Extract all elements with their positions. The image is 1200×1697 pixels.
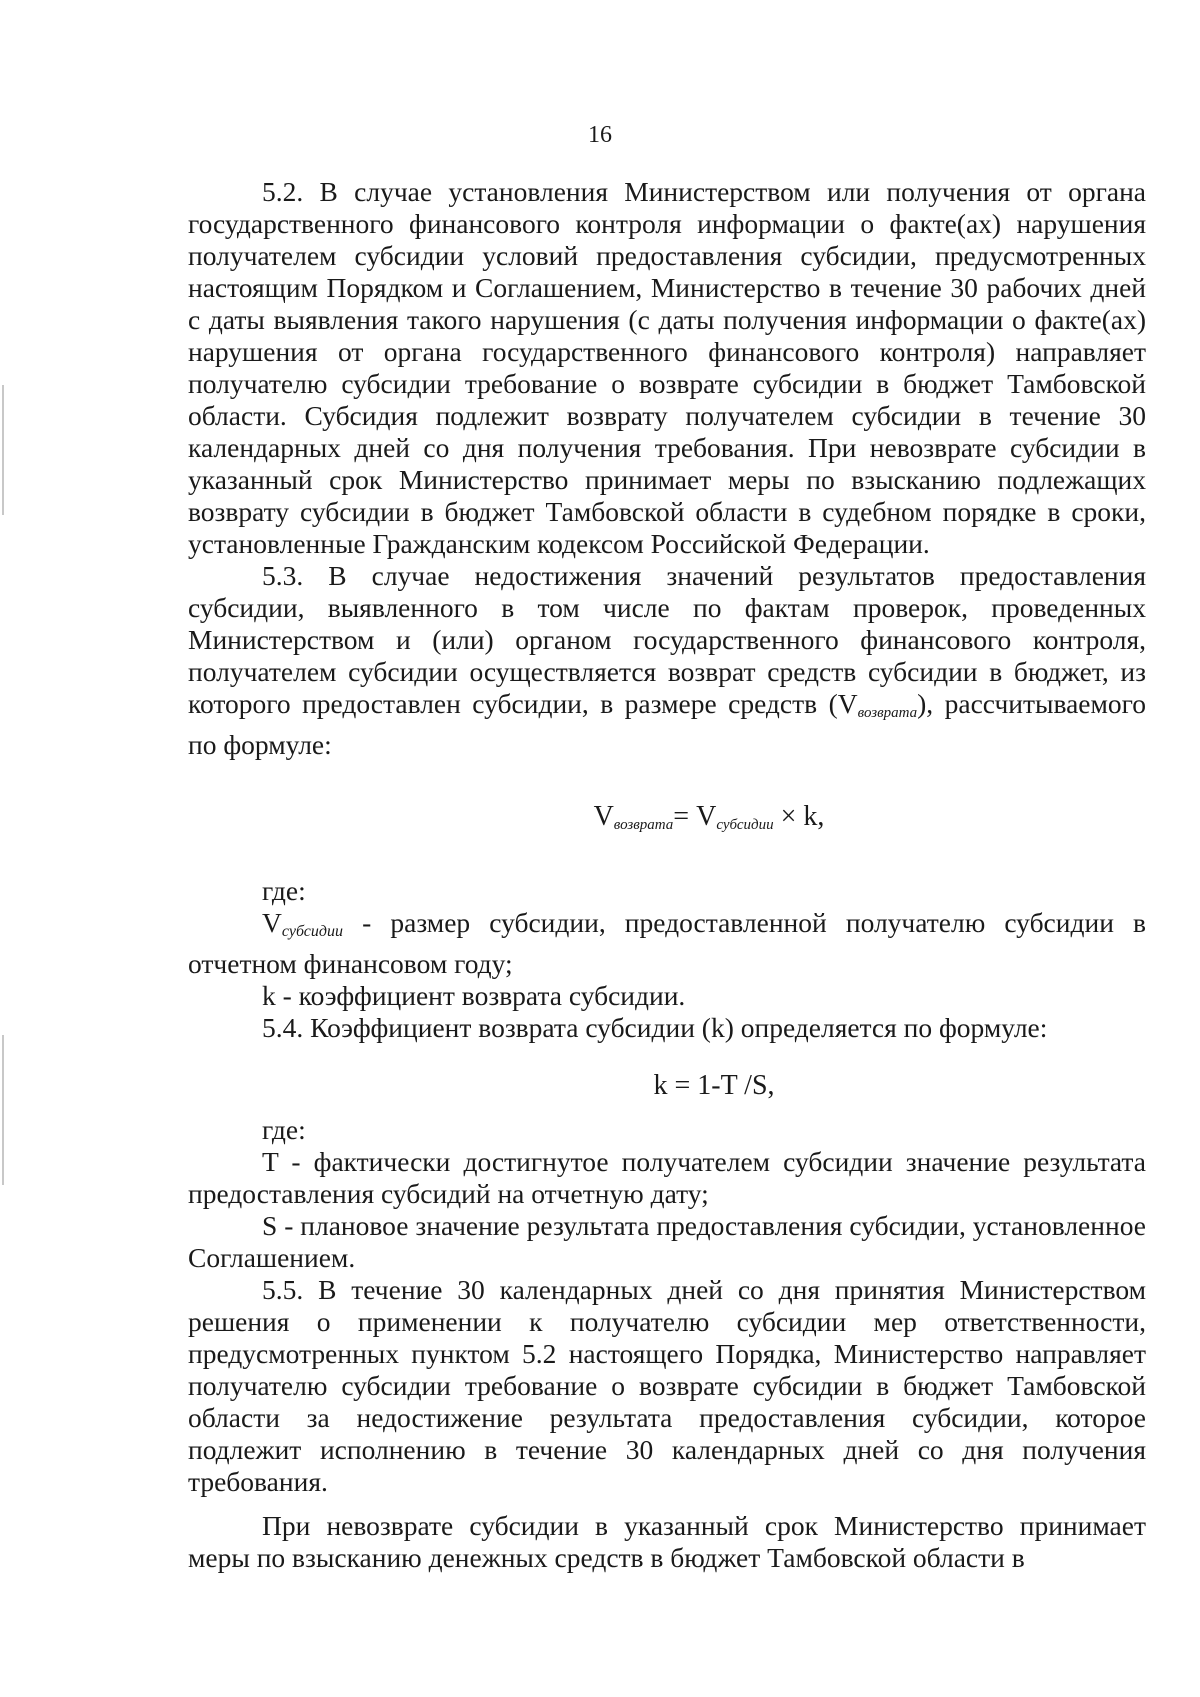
definition-v-subsidy [188, 907, 1146, 980]
definition-k: k - коэффициент возврата субсидии. [262, 980, 686, 1011]
definition-v-subsidy-text: - размер субсидии, предоставленной получателю субсидии в отчетном финансовом году; [188, 907, 1146, 979]
document-body [188, 176, 1146, 1574]
v-subsidy-subscript: субсидии [281, 923, 343, 940]
formula-equals: = V [673, 801, 717, 832]
definition-t: T - фактически достигнутое получателем субсидии значение результата предоставления субсидий на отчетную дату; [188, 1146, 1146, 1209]
formula-coefficient: k = 1-T /S, [653, 1070, 775, 1101]
formula-return-amount [188, 801, 1146, 841]
paragraph-5-4: 5.4. Коэффициент возврата субсидии (k) определяется по формуле: [262, 1012, 1048, 1043]
formula-v-subsidy-subscript: субсидии [716, 817, 774, 833]
formula-v-return-subscript: возврата [613, 817, 674, 833]
v-return-subscript: возврата [857, 705, 918, 721]
v-symbol: V [262, 907, 282, 938]
paragraph-5-2: 5.2. В случае установления Министерством или получения от органа государственного финансового контроля информации о факте(ах) нарушения получателем субсидии условий предоставления субсидии, предусмотренных настоящим Порядком и Соглашением, Министерство в течение 30 рабочих дней с даты выявления такого нарушения (с даты получения информации о факте(ах) нарушения от органа государственного финансового контроля) направляет получателю субсидии требование о возврате субсидии в бюджет Тамбовской области. Субсидия подлежит возврату получателем субсидии в течение 30 календарных дней со дня получения требования. При невозврате субсидии в указанный срок Министерство принимает меры по взысканию подлежащих возврату субсидии в бюджет Тамбовской области в судебном порядке в сроки, установленные Гражданским кодексом Российской Федерации. [188, 176, 1146, 559]
where-label-2: где: [262, 1114, 306, 1145]
page-number: 16 [588, 122, 612, 148]
paragraph-last: При невозврате субсидии в указанный срок Министерство принимает меры по взысканию денежных средств в бюджет Тамбовской области в [188, 1510, 1146, 1573]
paragraph-5-3 [188, 560, 1146, 761]
where-label-1: где: [262, 875, 306, 906]
formula-v-symbol: V [593, 801, 614, 832]
paragraph-5-3-tail: ), рассчитываемого по формуле: [188, 688, 1147, 760]
scan-artifact [2, 385, 4, 515]
paragraph-5-5: 5.5. В течение 30 календарных дней со дня принятия Министерством решения о применении к получателю субсидии мер ответственности, предусмотренных пунктом 5.2 настоящего Порядка, Министерство направляет получателю субсидии требование о возврате субсидии в бюджет Тамбовской области за недостижение результата предоставления субсидии, которое подлежит исполнению в течение 30 календарных дней со дня получения требования. [188, 1274, 1146, 1497]
definition-s: S - плановое значение результата предоставления субсидии, установленное Соглашением. [188, 1210, 1146, 1273]
paragraph-5-3-text: 5.3. В случае недостижения значений результатов предоставления субсидии, выявленного в том числе по фактам проверок, проведенных Министерством и (или) органом государственного финансового контроля, получателем субсидии осуществляется возврат средств субсидии в бюджет, из которого предоставлен субсидии, в размере средств (V [188, 560, 1146, 719]
formula-rest: × k, [773, 801, 825, 832]
scan-artifact [2, 1035, 4, 1185]
